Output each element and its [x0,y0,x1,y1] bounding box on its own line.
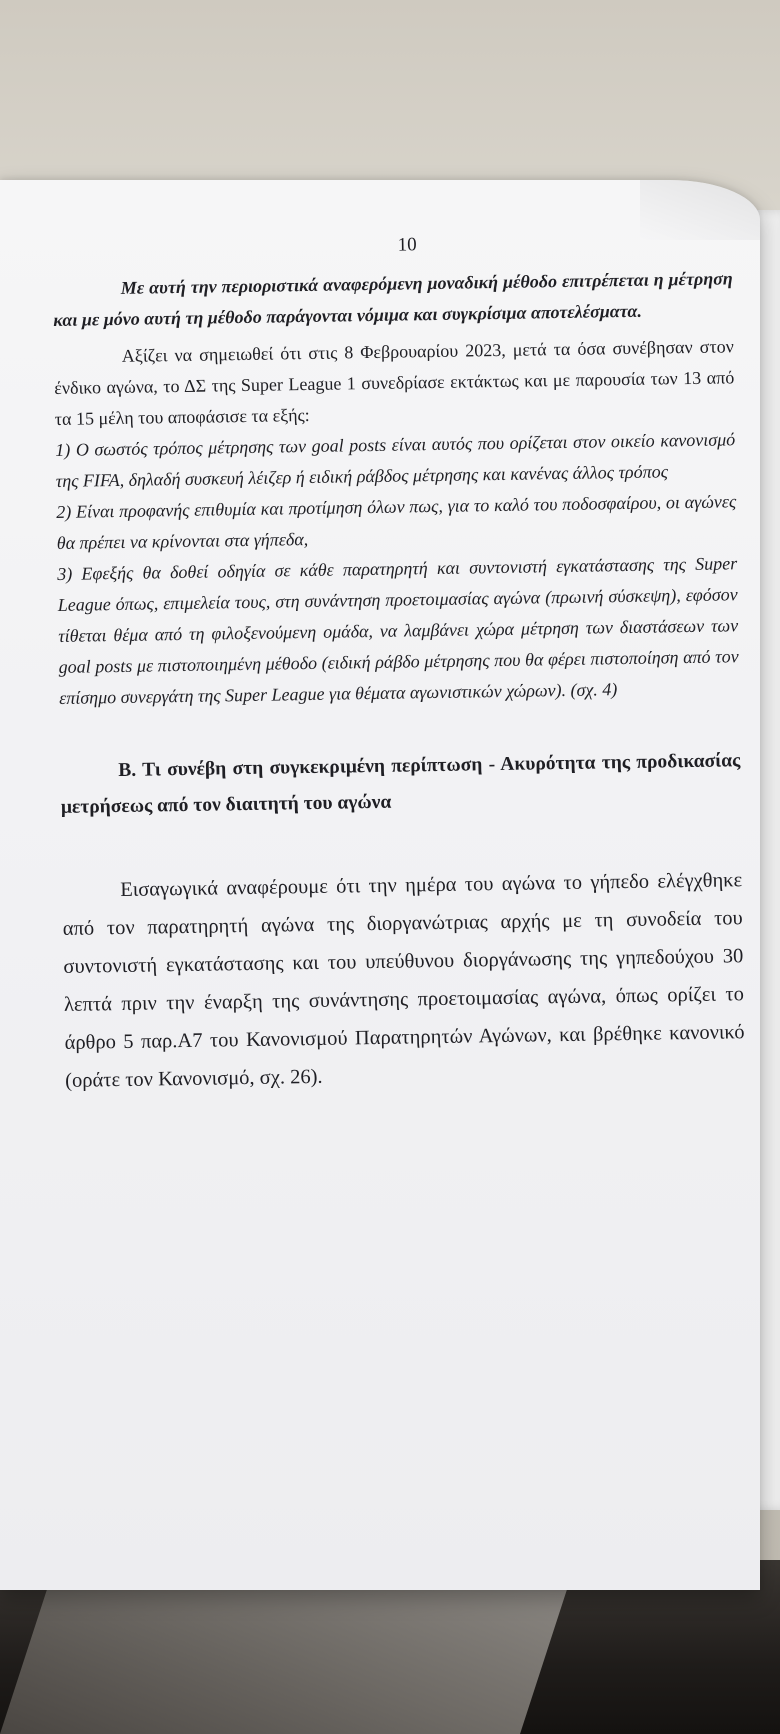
section-b-paragraph: Εισαγωγικά αναφέρουμε ότι την ημέρα του αγώνα το γήπεδο ελέγχθηκε από τον παρατηρητή αγώνα της διοργανώτριας αρχής με τη συνοδεία του συντονιστή εγκατάστασης και του υπεύθυνου διοργάνωσης της γηπεδούχου 30 λεπτά πριν την έναρξη της συνάντησης προετοιμασίας αγώνα, όπως ορίζει το άρθρο 5 παρ.Α7 του Κανονισμού Παρατηρητών Αγώνων, και βρέθηκε κανονικό (οράτε τον Κανονισμό, σχ. 26). [62,869,745,1092]
page-content [52,229,745,1100]
section-b-heading: Β. Τι συνέβη στη συγκεκριμένη περίπτωση - Ακυρότητα της προδικασίας μετρήσεως από τον διαιτητή του αγώνα [60,750,741,818]
decision-point-2: 2) Είναι προφανής επιθυμία και προτίμηση όλων πως, για το καλό του ποδοσφαίρου, οι αγώνες θα πρέπει να κρίνονται στα γήπεδα, [56,491,737,553]
decision-point-1: 1) Ο σωστός τρόπος μέτρησης των goal posts είναι αυτός που ορίζεται στον οικείο κανονισμό της FIFA, δηλαδή συσκευή λέιζερ ή ειδική ράβδος μέτρησης και κανένας άλλος τρόπος [55,429,736,491]
decision-point-3: 3) Εφεξής θα δοθεί οδηγία σε κάθε παρατηρητή και συντονιστή εγκατάστασης της Super League όπως, επιμελεία τους, στη συνάντηση προετοιμασίας αγώνα (πρωινή σύσκεψη), εφόσον τίθεται θέμα από τη φιλοξενούμενη ομάδα, να λαμβάνει χώρα μέτρηση των διαστάσεων των goal posts με πιστοποιημένη μέθοδο (ειδική ράβδο μέτρησης που θα φέρει πιστοποίηση από τον επίσημο συνεργάτη της Super League για θέματα αγωνιστικών χώρων). (σχ. 4) [57,553,739,708]
page-number: 10 [397,234,417,256]
opening-bold-sentence: Με αυτή την περιοριστικά αναφερόμενη μοναδική μέθοδο επιτρέπεται η μέτρηση και με μόνο αυτή τη μέθοδο παράγονται νόμιμα και συγκρίσιμα αποτελέσματα. [53,268,733,330]
board-decision-intro: Αξίζει να σημειωθεί ότι στις 8 Φεβρουαρίου 2023, μετά τα όσα συνέβησαν στον ένδικο αγώνα, το ΔΣ της Super League 1 συνεδρίασε εκτάκτως και με παρουσία των 13 από τα 15 μέλη του αποφάσισε τα εξής: [54,336,735,429]
document-page [0,180,760,1590]
